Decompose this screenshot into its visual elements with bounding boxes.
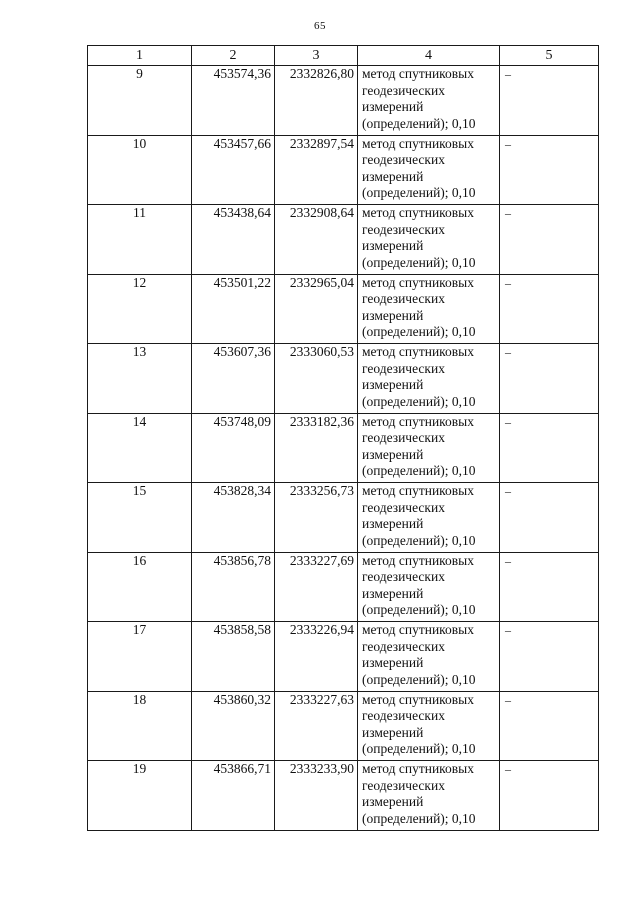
method-line: (определений); 0,10 (362, 810, 476, 826)
point-number-cell: 12 (88, 274, 192, 344)
method-line: геодезических (362, 569, 445, 584)
y-coordinate-cell: 2333182,36 (275, 413, 358, 483)
method-line: (определений); 0,10 (362, 741, 476, 756)
y-coordinate-cell: 2332965,04 (275, 274, 358, 344)
method-line: метод спутниковых (362, 483, 474, 498)
point-number-cell: 17 (88, 622, 192, 692)
column-header: 4 (358, 46, 500, 66)
note-cell: – (500, 483, 599, 553)
note-cell: – (500, 761, 599, 831)
y-coordinate-cell: 2333256,73 (275, 483, 358, 553)
method-line: геодезических (362, 82, 445, 98)
method-cell (358, 135, 500, 205)
point-number-cell: 13 (88, 344, 192, 414)
table-row (88, 274, 599, 344)
coordinates-table (87, 45, 599, 831)
method-line: геодезических (362, 638, 445, 654)
method-line: метод спутниковых (362, 344, 474, 359)
method-cell (358, 413, 500, 483)
method-line: метод спутниковых (362, 274, 474, 290)
method-cell (358, 761, 500, 831)
method-line: геодезических (362, 360, 445, 376)
method-line: (определений); 0,10 (362, 324, 476, 339)
method-line: (определений); 0,10 (362, 532, 476, 548)
page-number: 65 (314, 20, 326, 32)
note-cell: – (500, 274, 599, 344)
method-line: измерений (362, 516, 424, 531)
method-line: измерений (362, 99, 424, 114)
column-header: 5 (500, 46, 599, 66)
table-row (88, 761, 599, 831)
table-body (88, 66, 599, 831)
method-line: измерений (362, 585, 424, 601)
table-row (88, 66, 599, 136)
column-header: 3 (275, 46, 358, 66)
point-number-cell: 19 (88, 761, 192, 831)
method-line: измерений (362, 655, 424, 670)
method-line: метод спутниковых (362, 205, 474, 220)
table-row (88, 413, 599, 483)
x-coordinate-cell: 453607,36 (192, 344, 275, 414)
method-line: измерений (362, 168, 424, 184)
x-coordinate-cell: 453574,36 (192, 66, 275, 136)
method-line: метод спутниковых (362, 691, 474, 707)
x-coordinate-cell: 453457,66 (192, 135, 275, 205)
x-coordinate-cell: 453866,71 (192, 761, 275, 831)
y-coordinate-cell: 2332908,64 (275, 205, 358, 275)
point-number-cell: 9 (88, 66, 192, 136)
method-line: (определений); 0,10 (362, 254, 476, 270)
method-line: (определений); 0,10 (362, 393, 476, 409)
table-row (88, 205, 599, 275)
method-cell (358, 344, 500, 414)
table-row (88, 552, 599, 622)
method-cell (358, 205, 500, 275)
note-cell: – (500, 552, 599, 622)
y-coordinate-cell: 2332826,80 (275, 66, 358, 136)
y-coordinate-cell: 2333227,69 (275, 552, 358, 622)
column-header: 2 (192, 46, 275, 66)
point-number-cell: 10 (88, 135, 192, 205)
table-row (88, 483, 599, 553)
y-coordinate-cell: 2333060,53 (275, 344, 358, 414)
x-coordinate-cell: 453856,78 (192, 552, 275, 622)
note-cell: – (500, 691, 599, 761)
y-coordinate-cell: 2332897,54 (275, 135, 358, 205)
method-line: измерений (362, 307, 424, 323)
note-cell: – (500, 622, 599, 692)
note-cell: – (500, 66, 599, 136)
method-line: геодезических (362, 152, 445, 167)
table-row (88, 691, 599, 761)
method-cell (358, 66, 500, 136)
point-number-cell: 14 (88, 413, 192, 483)
table-row (88, 135, 599, 205)
x-coordinate-cell: 453858,58 (192, 622, 275, 692)
method-cell (358, 483, 500, 553)
method-line: измерений (362, 377, 424, 392)
table-row (88, 344, 599, 414)
method-line: (определений); 0,10 (362, 115, 476, 131)
note-cell: – (500, 413, 599, 483)
method-line: геодезических (362, 221, 445, 237)
method-cell (358, 552, 500, 622)
point-number-cell: 16 (88, 552, 192, 622)
method-line: метод спутниковых (362, 66, 474, 81)
method-line: измерений (362, 724, 424, 740)
method-line: геодезических (362, 430, 445, 445)
y-coordinate-cell: 2333226,94 (275, 622, 358, 692)
method-line: измерений (362, 446, 424, 462)
method-cell (358, 691, 500, 761)
column-header: 1 (88, 46, 192, 66)
method-line: измерений (362, 794, 424, 809)
method-cell (358, 274, 500, 344)
method-line: метод спутниковых (362, 552, 474, 568)
method-line: геодезических (362, 777, 445, 793)
method-line: геодезических (362, 708, 445, 723)
method-line: измерений (362, 238, 424, 253)
note-cell: – (500, 205, 599, 275)
x-coordinate-cell: 453748,09 (192, 413, 275, 483)
method-line: метод спутниковых (362, 413, 474, 429)
x-coordinate-cell: 453860,32 (192, 691, 275, 761)
x-coordinate-cell: 453828,34 (192, 483, 275, 553)
method-line: метод спутниковых (362, 622, 474, 637)
method-line: (определений); 0,10 (362, 185, 476, 200)
method-cell (358, 622, 500, 692)
x-coordinate-cell: 453438,64 (192, 205, 275, 275)
table-header-row (88, 46, 599, 66)
note-cell: – (500, 344, 599, 414)
point-number-cell: 18 (88, 691, 192, 761)
method-line: геодезических (362, 499, 445, 515)
point-number-cell: 11 (88, 205, 192, 275)
method-line: (определений); 0,10 (362, 602, 476, 617)
method-line: геодезических (362, 291, 445, 306)
method-line: метод спутниковых (362, 135, 474, 151)
point-number-cell: 15 (88, 483, 192, 553)
note-cell: – (500, 135, 599, 205)
method-line: (определений); 0,10 (362, 671, 476, 687)
y-coordinate-cell: 2333233,90 (275, 761, 358, 831)
y-coordinate-cell: 2333227,63 (275, 691, 358, 761)
method-line: (определений); 0,10 (362, 463, 476, 478)
method-line: метод спутниковых (362, 761, 474, 776)
table-row (88, 622, 599, 692)
x-coordinate-cell: 453501,22 (192, 274, 275, 344)
